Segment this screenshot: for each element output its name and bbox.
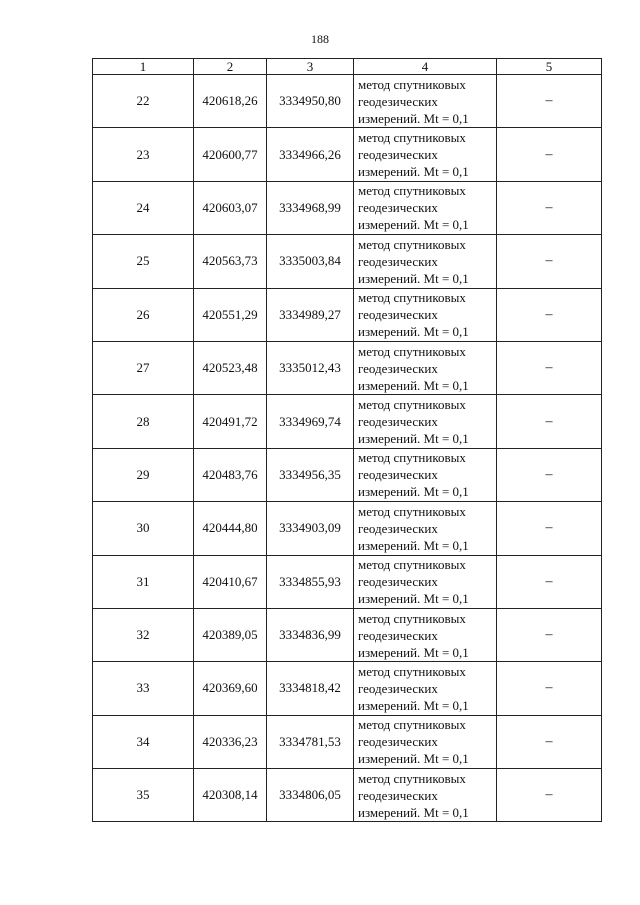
method-line-3: измерений. Mt = 0,1 — [358, 431, 469, 447]
point-number-cell: 23 — [93, 128, 194, 181]
y-coordinate-cell: 3335012,43 — [267, 341, 354, 394]
table-row — [93, 608, 602, 661]
note-cell: – — [497, 608, 602, 661]
method-cell — [354, 608, 497, 661]
method-cell — [354, 181, 497, 234]
table-row — [93, 555, 602, 608]
note-cell: – — [497, 715, 602, 768]
table-row — [93, 75, 602, 128]
y-coordinate-cell: 3334950,80 — [267, 75, 354, 128]
method-line-3: измерений. Mt = 0,1 — [358, 751, 469, 767]
x-coordinate-cell: 420444,80 — [194, 502, 267, 555]
method-line-3: измерений. Mt = 0,1 — [358, 591, 469, 607]
method-line-3: измерений. Mt = 0,1 — [358, 377, 469, 393]
note-cell: – — [497, 288, 602, 341]
point-number-cell: 26 — [93, 288, 194, 341]
note-cell: – — [497, 395, 602, 448]
method-line-3: измерений. Mt = 0,1 — [358, 644, 469, 660]
method-line-3: измерений. Mt = 0,1 — [358, 484, 469, 500]
method-line-2: геодезических — [358, 147, 438, 163]
method-cell — [354, 341, 497, 394]
header-col-2: 2 — [194, 59, 267, 75]
method-line-1: метод спутниковых — [358, 770, 466, 786]
y-coordinate-cell: 3334969,74 — [267, 395, 354, 448]
method-cell — [354, 502, 497, 555]
y-coordinate-cell: 3334806,05 — [267, 769, 354, 822]
note-cell: – — [497, 555, 602, 608]
point-number-cell: 31 — [93, 555, 194, 608]
point-number-cell: 24 — [93, 181, 194, 234]
method-line-1: метод спутниковых — [358, 663, 466, 679]
x-coordinate-cell: 420410,67 — [194, 555, 267, 608]
y-coordinate-cell: 3334781,53 — [267, 715, 354, 768]
table-row — [93, 448, 602, 501]
method-line-2: геодезических — [358, 307, 438, 323]
note-cell: – — [497, 75, 602, 128]
x-coordinate-cell: 420336,23 — [194, 715, 267, 768]
method-line-1: метод спутниковых — [358, 557, 466, 573]
x-coordinate-cell: 420369,60 — [194, 662, 267, 715]
method-line-3: измерений. Mt = 0,1 — [358, 164, 469, 180]
point-number-cell: 33 — [93, 662, 194, 715]
x-coordinate-cell: 420491,72 — [194, 395, 267, 448]
header-col-1: 1 — [93, 59, 194, 75]
method-line-1: метод спутниковых — [358, 717, 466, 733]
method-line-1: метод спутниковых — [358, 610, 466, 626]
point-number-cell: 30 — [93, 502, 194, 555]
method-line-3: измерений. Mt = 0,1 — [358, 804, 469, 820]
method-cell — [354, 235, 497, 288]
point-number-cell: 32 — [93, 608, 194, 661]
method-line-1: метод спутниковых — [358, 397, 466, 413]
method-line-1: метод спутниковых — [358, 450, 466, 466]
method-line-1: метод спутниковых — [358, 236, 466, 252]
page-number: 188 — [311, 32, 329, 46]
method-line-1: метод спутниковых — [358, 130, 466, 146]
note-cell: – — [497, 502, 602, 555]
method-cell — [354, 448, 497, 501]
point-number-cell: 28 — [93, 395, 194, 448]
table-row — [93, 341, 602, 394]
table-row — [93, 395, 602, 448]
table-row — [93, 502, 602, 555]
note-cell: – — [497, 235, 602, 288]
method-line-2: геодезических — [358, 520, 438, 536]
point-number-cell: 34 — [93, 715, 194, 768]
table-row — [93, 181, 602, 234]
y-coordinate-cell: 3334855,93 — [267, 555, 354, 608]
table-header-row — [93, 59, 602, 75]
coordinates-table — [92, 58, 602, 822]
method-line-2: геодезических — [358, 93, 438, 109]
method-line-3: измерений. Mt = 0,1 — [358, 270, 469, 286]
y-coordinate-cell: 3334836,99 — [267, 608, 354, 661]
x-coordinate-cell: 420603,07 — [194, 181, 267, 234]
point-number-cell: 35 — [93, 769, 194, 822]
header-col-3: 3 — [267, 59, 354, 75]
y-coordinate-cell: 3334966,26 — [267, 128, 354, 181]
method-line-1: метод спутниковых — [358, 503, 466, 519]
table-row — [93, 288, 602, 341]
method-line-2: геодезических — [358, 734, 438, 750]
y-coordinate-cell: 3334989,27 — [267, 288, 354, 341]
method-cell — [354, 288, 497, 341]
x-coordinate-cell: 420563,73 — [194, 235, 267, 288]
method-cell — [354, 395, 497, 448]
note-cell: – — [497, 341, 602, 394]
method-line-3: измерений. Mt = 0,1 — [358, 697, 469, 713]
header-col-5: 5 — [497, 59, 602, 75]
note-cell: – — [497, 181, 602, 234]
point-number-cell: 22 — [93, 75, 194, 128]
method-line-2: геодезических — [358, 680, 438, 696]
table-body — [93, 75, 602, 822]
point-number-cell: 27 — [93, 341, 194, 394]
y-coordinate-cell: 3335003,84 — [267, 235, 354, 288]
table-row — [93, 769, 602, 822]
method-cell — [354, 715, 497, 768]
note-cell: – — [497, 769, 602, 822]
y-coordinate-cell: 3334956,35 — [267, 448, 354, 501]
method-cell — [354, 555, 497, 608]
point-number-cell: 29 — [93, 448, 194, 501]
method-cell — [354, 662, 497, 715]
x-coordinate-cell: 420600,77 — [194, 128, 267, 181]
method-line-3: измерений. Mt = 0,1 — [358, 324, 469, 340]
table-row — [93, 128, 602, 181]
x-coordinate-cell: 420618,26 — [194, 75, 267, 128]
x-coordinate-cell: 420308,14 — [194, 769, 267, 822]
note-cell: – — [497, 448, 602, 501]
method-line-2: геодезических — [358, 200, 438, 216]
table-row — [93, 235, 602, 288]
method-cell — [354, 769, 497, 822]
method-line-3: измерений. Mt = 0,1 — [358, 217, 469, 233]
method-line-2: геодезических — [358, 467, 438, 483]
header-col-4: 4 — [354, 59, 497, 75]
x-coordinate-cell: 420523,48 — [194, 341, 267, 394]
method-line-2: геодезических — [358, 253, 438, 269]
note-cell: – — [497, 128, 602, 181]
method-cell — [354, 75, 497, 128]
table-row — [93, 715, 602, 768]
y-coordinate-cell: 3334968,99 — [267, 181, 354, 234]
method-line-2: геодезических — [358, 787, 438, 803]
method-line-2: геодезических — [358, 360, 438, 376]
y-coordinate-cell: 3334818,42 — [267, 662, 354, 715]
method-line-3: измерений. Mt = 0,1 — [358, 110, 469, 126]
method-line-1: метод спутниковых — [358, 183, 466, 199]
method-line-1: метод спутниковых — [358, 76, 466, 92]
method-line-2: геодезических — [358, 414, 438, 430]
note-cell: – — [497, 662, 602, 715]
y-coordinate-cell: 3334903,09 — [267, 502, 354, 555]
method-line-3: измерений. Mt = 0,1 — [358, 537, 469, 553]
method-line-2: геодезических — [358, 627, 438, 643]
method-cell — [354, 128, 497, 181]
x-coordinate-cell: 420483,76 — [194, 448, 267, 501]
method-line-2: геодезических — [358, 574, 438, 590]
method-line-1: метод спутниковых — [358, 290, 466, 306]
point-number-cell: 25 — [93, 235, 194, 288]
table-row — [93, 662, 602, 715]
x-coordinate-cell: 420389,05 — [194, 608, 267, 661]
method-line-1: метод спутниковых — [358, 343, 466, 359]
x-coordinate-cell: 420551,29 — [194, 288, 267, 341]
